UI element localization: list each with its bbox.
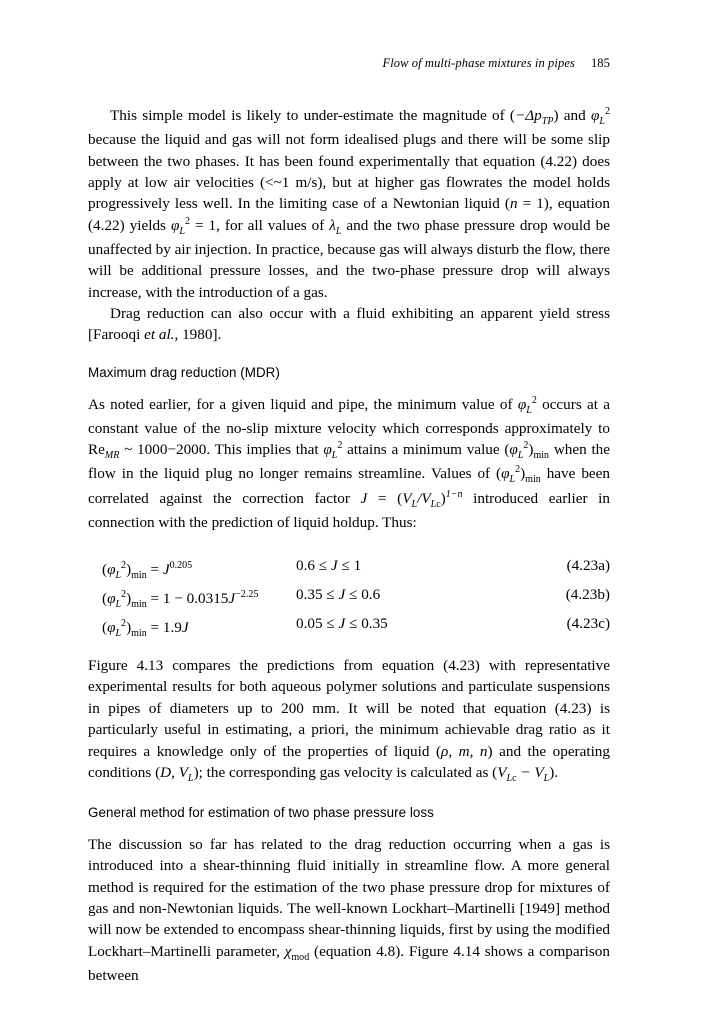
et-al-italic: et al.	[144, 326, 175, 344]
equation-4-23a-condition: 0.6 ≤ J ≤ 1	[296, 557, 362, 575]
p1-seg2: ) and	[553, 107, 591, 125]
p4-seg2: ) and the operating conditions (	[88, 742, 610, 781]
equation-block	[88, 551, 610, 638]
running-header	[88, 56, 610, 71]
symbol-chi-mod: $\chi_{mod}$	[284, 942, 310, 963]
equation-4-23c	[88, 609, 610, 638]
symbol-dptp: $-\Delta p_{TP}$	[515, 107, 554, 128]
equation-4-23b	[88, 580, 610, 609]
equation-4-23b-lhs: $(\varphi_L^2)_{min} = 1 - 0.0315J^{-2.25}$	[102, 589, 259, 611]
symbol-min-subscript-1: min	[533, 450, 550, 462]
symbol-VL-ratio: $V_L/V_{Lc}$	[402, 489, 441, 510]
symbol-phi-L2-e: $\varphi_L^2$	[501, 464, 521, 486]
symbol-D-VL: D, $V_L$	[160, 763, 194, 784]
equation-4-23b-condition: 0.35 ≤ J ≤ 0.6	[296, 586, 381, 604]
p1-seg5: , for all values of	[216, 216, 330, 234]
p3-seg5: )	[528, 441, 534, 459]
equation-4-23a	[88, 551, 610, 580]
equation-4-23c-number: (4.23c)	[566, 615, 610, 633]
paragraph-1: This simple model is likely to under-estimate the magnitude of $(-\Delta p_{TP})$ and $\varphi_L^2$ because the liquid and gas will not form idealised plugs and there will be some slip between the two phases. It has been found experimentally that equation (4.22) does apply at low air velocities (<~1 m/s), but at higher gas flowrates the model holds progressively less well. In the limiting case of a Newtonian liquid (n = 1), equation (4.22) yields $\varphi_L^2 = 1$, for all values of $\lambda_L$ and the two phase pressure drop would be unaffected by air injection. In practice, because gas will always disturb the flow, there will be additional pressure losses, and the two-phase pressure drop will always increase, with the introduction of a gas.	[88, 106, 610, 301]
symbol-phi-L2: $\varphi_L^2$	[591, 106, 610, 128]
p3-seg3: ~ 1000−2000. This implies that	[119, 441, 324, 459]
symbol-rho-m-n: ρ, m, n	[441, 742, 488, 760]
symbol-MR-subscript: MR	[104, 450, 120, 462]
symbol-lambda-L: $\lambda_L$	[329, 216, 342, 237]
paragraph-4	[88, 655, 610, 786]
page-content	[88, 56, 610, 986]
symbol-phi-L2-b: $\varphi_L^2$	[517, 394, 537, 416]
p5-seg2: (equation 4.8). Figure 4.14 shows a comparison between	[88, 942, 610, 984]
subhead-general-method: General method for estimation of two phase pressure loss	[88, 805, 434, 820]
page-number: 185	[590, 56, 610, 70]
p3-seg2: occurs at a constant value of the no-slip mixture velocity which corresponds approximately to Re	[88, 395, 610, 459]
p3-seg9: introduced earlier in connection with the prediction of liquid holdup. Thus:	[88, 489, 611, 531]
p1-seg4: ), equation (4.22) yields	[88, 195, 610, 234]
equation-4-23c-lhs: $(\varphi_L^2)_{min} = 1.9J$	[102, 618, 189, 640]
p3-seg1: As noted earlier, for a given liquid and pipe, the minimum value of	[88, 395, 518, 413]
paragraph-3: As noted earlier, for a given liquid and pipe, the minimum value of $\varphi_L^2$ occurs at a constant value of the no-slip mixture velocity which corresponds approximately to $Re_{MR}$ ~ 1000−2000. This implies that $\varphi_L^2$ attains a minimum value $(\varphi_L^2)_{min}$ when the flow in the liquid plug no longer remains streamline. Values of $(\varphi_L^2)_{min}$ have been correlated against the correction factor $J = (V_L/V_{Lc})^{1-n}$ introduced earlier in connection with the prediction of liquid holdup. Thus:	[88, 394, 611, 531]
symbol-phi-L2-eq1: $\varphi_L^2$	[170, 215, 190, 237]
p4-seg1: Figure 4.13 compares the predictions from equation (4.23) with representative experimental results for both aqueous polymer solutions and particulate suspensions in pipes of diameters up to 200 mm. It will be noted that equation (4.23) is particularly useful in estimating, a priori, the minimum achievable drag ratio as it requires a knowledge only of the properties of liquid (	[88, 657, 610, 760]
symbol-phi-L2-c: $\varphi_L^2$	[323, 440, 343, 462]
symbol-n-eq-1: n	[509, 195, 518, 213]
equation-4-23a-number: (4.23a)	[566, 557, 610, 575]
p4-seg4: ).	[549, 763, 559, 781]
p4-seg3: ); the corresponding gas velocity is calculated as (	[193, 763, 498, 781]
p5-seg1: The discussion so far has related to the drag reduction occurring when a gas is introduced into a shear-thinning fluid initially in streamline flow. A more general method is required for the estimation of the two phase pressure drop for mixtures of gas and non-Newtonian liquids. The well-known Lockhart–Martinelli [1949] method will now be extended to encompass shear-thinning liquids, first by using the modified Lockhart–Martinelli parameter,	[88, 836, 610, 960]
equation-4-23c-condition: 0.05 ≤ J ≤ 0.35	[296, 615, 388, 633]
p1-seg1: This simple model is likely to under-estimate the magnitude of (	[110, 107, 515, 125]
p3-seg6: when the flow in the liquid plug no longer remains streamline. Values of (	[88, 441, 611, 483]
symbol-min-subscript-2: min	[525, 474, 541, 486]
symbol-VLc-VL: $V_{Lc} - V_L$	[497, 763, 550, 784]
equation-4-23a-lhs: $(\varphi_L^2)_{min} = J^{0.205}$	[102, 560, 193, 582]
equation-4-23b-number: (4.23b)	[565, 586, 610, 604]
running-title: Flow of multi-phase mixtures in pipes	[382, 56, 575, 70]
p3-seg7: have been correlated against the correction factor	[88, 465, 610, 507]
p1-seg6: and the two phase pressure drop would be unaffected by air injection. In practice, because gas will always disturb the flow, there will be additional pressure losses, and the two-phase pressure drop will always increase, with the introduction of a gas.	[88, 216, 610, 301]
subhead-mdr: Maximum drag reduction (MDR)	[88, 364, 280, 380]
paragraph-5	[88, 834, 610, 986]
p3-seg4: attains a minimum value (	[342, 441, 510, 459]
paragraph-2: Drag reduction can also occur with a fluid exhibiting an apparent yield stress [Farooqi et al., 1980].	[88, 304, 610, 344]
p1-seg3: because the liquid and gas will not form idealised plugs and there will be some slip between the two phases. It has been found experimentally that equation (4.22) does apply at low air velocities (<~1 m/s), but at higher gas flowrates the model holds progressively less well. In the limiting case of a Newtonian liquid (	[88, 131, 610, 213]
symbol-phi-L2-d: $\varphi_L^2$	[509, 440, 529, 462]
p3-seg8: = (	[367, 489, 403, 507]
symbol-J: J	[360, 489, 368, 507]
